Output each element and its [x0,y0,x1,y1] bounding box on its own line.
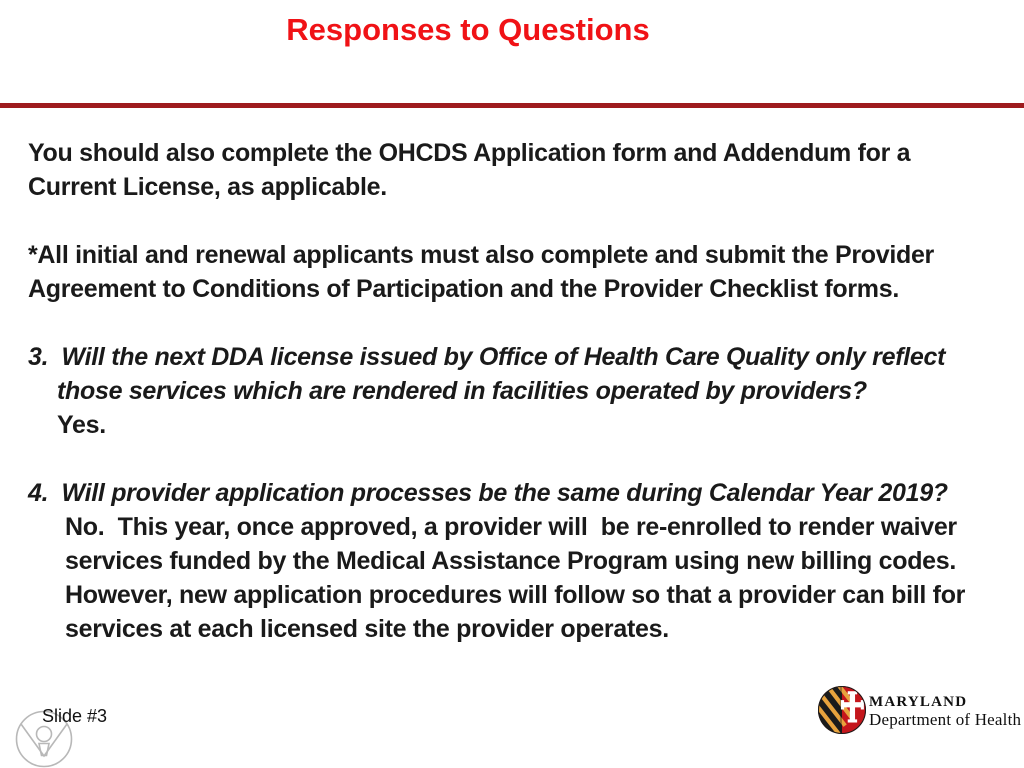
title-divider-line [0,103,1024,108]
body-line: Agreement to Conditions of Participation and the Provider Checklist forms. [28,275,899,303]
body-line: No. This year, once approved, a provider will be re-enrolled to render waiver [65,513,957,541]
body-line: Current License, as applicable. [28,173,387,201]
mdh-org-name: MARYLAND [869,694,968,710]
slide-number-label: Slide #3 [42,706,108,726]
body-line: 4. Will provider application processes be the same during Calendar Year 2019? [28,479,948,507]
body-line: However, new application procedures will follow so that a provider can bill for [65,581,966,609]
maryland-flag-icon [818,686,866,734]
mdh-logo-text [869,695,1021,728]
body-line: You should also complete the OHCDS Application form and Addendum for a [28,139,911,167]
body-text [0,136,1024,646]
body-line [0,306,1024,340]
body-line: services at each licensed site the provider operates. [65,615,669,643]
slide-title: Responses to Questions [286,12,650,47]
body-line: Yes. [57,411,106,439]
body-line: 3. Will the next DDA license issued by Office of Health Care Quality only reflect [28,343,946,371]
body-line [0,442,1024,476]
body-line [0,204,1024,238]
body-line: those services which are rendered in facilities operated by providers? [57,377,867,405]
body-line: *All initial and renewal applicants must also complete and submit the Provider [28,241,934,269]
mdh-dept-name: Department of Health [869,710,1022,729]
maryland-dept-of-health-logo [818,686,1022,738]
body-line: services funded by the Medical Assistance Program using new billing codes. [65,547,957,575]
